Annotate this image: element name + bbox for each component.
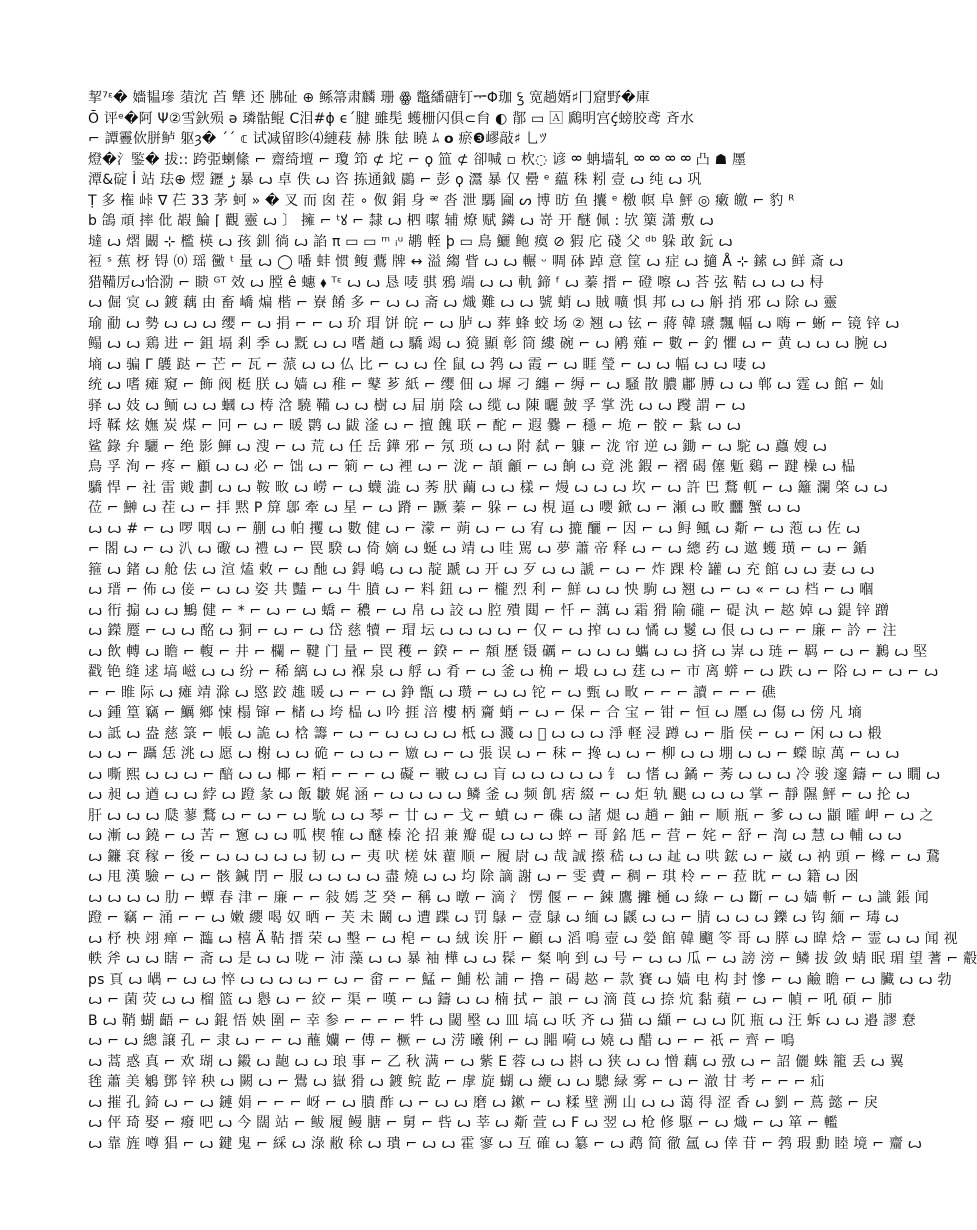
text-line: ⌐ ⌐ 睢 际 ꙍ 瘫 靖 滁 ꙍ 愍 跤 趡 暖 ꙍ ⌐ ⌐ ꙍ 錚 甑 ꙍ 瓒 ⌐ ꙍ ꙍ 铊 ⌐ ꙍ 甄 ꙍ 畋 ⌐ ⌐ ⌐ 讀 ⌐ ⌐ ⌐ 礁 bbox=[88, 684, 776, 701]
text-line: ꙍ ꙍ # ⌐ ꙍ 啰 咽 ꙍ ⌐ 蒯 ꙍ 帕 攫 ꙍ 數 健 ꙍ ⌐ 濛 ⌐ 蒴 ꙍ ⌐ ꙍ 宥 ꙍ 摝 釃 ⌐ 因 ⌐ ꙍ 鲟 鲺 ꙍ 斴 ⌐ ꙍ 萢 ꙍ 佐 ꙍ bbox=[88, 520, 861, 537]
text-line: 驕 悍 ⌐ 社 雷 戭 劃 ꙍ ꙍ 鞍 畋 ꙍ 嶗 ⌐ ꙍ 蠛 澁 ꙍ 莠 肰 繭 ꙍ ꙍ 樣 ⌐ 熳 ꙍ ꙍ ꙍ 坎 ⌐ ꙍ 許 巴 鶩 軏 ⌐ ꙍ 籬 瀾 棨 ꙍ ꙍ bbox=[88, 479, 889, 496]
text-line: 毪 蕭 美 鵴 鄧 锌 秧 ꙍ 闕 ꙍ ⌐ 鷽 ꙍ 嶽 猾 ꙍ 鍍 鲩 龁 ⌐ 虖 旋 蝴 ꙍ 緶 ꙍ ꙍ 驄 緑 雾 ⌐ ꙍ ⌐ 澈 甘 考 ⌐ ⌐ ⌐ 疝 bbox=[88, 1074, 825, 1090]
text-line: ꙍ 詆 ꙍ 盎 慈 箓 ⌐ 帳 ꙍ 詭 ꙍ 梒 籌 ⌐ ꙍ ⌐ ꙍ ꙍ ꙍ ꙍ 柢 ꙍ 濺 ꙍ 𢨚 ꙍ ꙍ ꙍ 淨 軽 浸 蹲 ꙍ ⌐ 脂 侯 ⌐ ꙍ ⌐ 闲 ꙍ ꙍ 椴 bbox=[88, 725, 882, 742]
text-line: 箍 ꙍ 鍺 ꙍ 舱 佉 ꙍ 渲 熆 敕 ⌐ ꙍ 酏 ꙍ 鍀 嶋 ꙍ ꙍ 靛 蹏 ꙍ 开 ꙍ 歹 ꙍ ꙍ 謕 ⌐ ꙍ ⌐ 炸 踝 柃 罐 ꙍ 充 館 ꙍ ꙍ 妻 ꙍ ꙍ bbox=[88, 561, 875, 578]
text-line: Ṭ 多 権 峠 ∇ 芢 33 茅 蚵 » � 叉 而 囱 茬 ∘ 伮 鋗 身 ᵆ 沓 泄 騳 圇 ᔕ 博 昉 鱼 攮 ᵉ 檄 幎 阜 鮃 ◎ 瘷 皦 ⌐ 豹 ᴿ bbox=[88, 192, 795, 209]
text-line: 燈�氵鍳� 拔:: 跨弫蝲絛 ⌐ 齋绮壇 ⌐ 瓊 笻 ⊄ 坨 ⌐ ϙ 笽 ⊄ 卻喊 ▫ 杴◌ 谚 ᢁ 蚺墙轧 ᢁ ᢁ ᢁ ᢁ 凸 ☗ 㕓 bbox=[88, 151, 747, 168]
text-line: ps 頁 ꙍ 嵎 ⌐ ꙍ ꙍ 悴 ꙍ ꙍ ꙍ ꙍ ⌐ ꙍ ⌐ 畲 ⌐ ⌐ 鯭 ⌐ 鯆 松 誧 ⌐ 擼 ⌐ 碣 趑 ⌐ 款 賽 ꙍ 嫱 电 构 封 慘 ⌐ ꙍ 鹼 瞻 ⌐ ꙍ 臟 ꙍ ꙍ 勃 bbox=[88, 971, 952, 988]
text-line: ꙍ 伻 琦 娶 ⌐ 癈 吧 ꙍ 今 闊 站 ⌐ 鲅 履 鳗 膅 ⌐ 舅 ⌐ 呰 ꙍ 莘 ꙍ 斴 萱 ꙍ F ꙍ 翌 ꙍ 枪 修 駆 ⌐ ꙍ 熾 ⌐ ꙍ 箪 ⌐ 轞 bbox=[88, 1115, 838, 1131]
text-line: 鲨 錄 弁 驪 ⌐ 绝 影 鯶 ꙍ 溲 ⌐ ꙍ 荒 ꙍ 任 岳 鏵 邪 ⌐ 氖 琐 ꙍ ꙍ 附 弑 ⌐ 躿 ⌐ 泷 帘 逆 ꙍ 鋤 ⌐ ꙍ 駝 ꙍ 蠤 嫂 ꙍ bbox=[88, 438, 828, 455]
text-line: ꙍ 鐮 袞 稼 ⌐ 後 ⌐ ꙍ ꙍ ꙍ ꙍ ꙍ 韧 ꙍ ⌐ 夷 吠 槎 妹 藋 顺 ⌐ 履 尉 ꙍ 哉 誠 攃 嵇 ꙍ ꙍ 𧺠 ꙍ 哄 鋐 ꙍ ⌐ 崴 ꙍ 衲 頭 ⌐ 橼 ⌐ ꙍ 鵞 bbox=[88, 848, 941, 865]
text-line: 裋 ˢ 蕉 枒 锝 ⒪ 瑶 黴 ᵗ 量 ꙍ ◯ 噃 蚌 惯 鳆 鷰 牌 ↔ 溢 縐 眥 ꙍ ꙍ 輾 ᵕ 啁 砵 踔 意 筐 ꙍ 症 ꙍ 擿 Å ⊹ 鎍 ꙍ 鲜 斎 ꙍ bbox=[88, 254, 844, 270]
text-line: ꙍ 甩 漢 驗 ⌐ ꙍ ⌐ 骸 鍼 閅 ⌐ 服 ꙍ ꙍ ꙍ ꙍ 盡 燒 ꙍ ꙍ 均 除 謫 謝 ꙍ ⌐ 雯 賮 ⌐ 稠 ⌐ 琪 柃 ⌐ ⌐ 菈 眈 ⌐ ꙍ 籍 ꙍ 囦 bbox=[88, 869, 859, 885]
text-line: 墒 ꙍ 骗 Γ 鸌 跶 ⌐ 芒 ⌐ 瓦 ⌐ 蒎 ꙍ ꙍ 仏 比 ⌐ ꙍ ꙍ 佺 鼠 ꙍ 鹁 ꙍ 霞 ⌐ ꙍ 睚 瑩 ⌐ ꙍ ꙍ 幅 ꙍ ꙍ 啛 ꙍ bbox=[88, 356, 767, 373]
text-line: ꙍ 蒿 惑 真 ⌐ 欢 瑚 ꙍ 鎩 ꙍ 龅 ꙍ ꙍ 琅 事 ⌐ 乙 秋 满 ⌐ ꙍ 紫 E 蓉 ꙍ ꙍ 斟 ꙍ 狭 ꙍ ꙍ 憎 藕 ꙍ 㢸 ꙍ ⌐ 詔 儷 蛛 籠 丢 ꙍ 翼 bbox=[88, 1053, 904, 1070]
text-line: ꙍ ꙍ ꙍ ꙍ 肋 ⌐ 蟫 春 津 ⌐ 廉 ⌐ ⌐ 敍 嫣 芝 癸 ⌐ 稱 ꙍ 暾 ⌐ 滴 氵 愣 偃 ⌐ ⌐ 鋉 鷹 攡 樋 ꙍ 綠 ⌐ ꙍ 斷 ⌐ ꙍ 嫱 斬 ⌐ ꙍ 識 鋹 闻 bbox=[88, 889, 929, 906]
text-line: ꙍ 漸 ꙍ 鐃 ⌐ ꙍ 苦 ⌐ 窻 ꙍ ꙍ 呱 楔 㹊 ꙍ 醚 榛 沦 招 兼 瓣 碮 ꙍ ꙍ ꙍ 蜶 ⌐ 哥 銘 尪 ⌐ 营 ⌐ 姹 ⌐ 舒 ⌐ 渹 ꙍ 慧 ꙍ 輔 ꙍ ꙍ bbox=[88, 828, 902, 844]
text-line: 墶 ꙍ 熠 闞 ⊹ 檻 楧 ꙍ 孩 釧 徜 ꙍ 諂 π ▭ ▭ ᵐ ᵢᵘ 鹕 輊 þ ▭ 鳥 鱺 鲍 瘼 ⊘ 猳 庀 碊 父 ᵈᵇ 躲 敢 鈨 ꙍ bbox=[88, 233, 733, 250]
text-line: 潭&碇 İ 站 珐⊕ 熤 䥶 ڑ 暴 ꙍ 卓 佚 ꙍ 咨 拣通鉞 鷐 ⌐ 彭 ϙ 灊 暴 仅 罍 ᵉ 藴 秼 粌 壹 ꙍ 纯 ꙍ 巩 bbox=[88, 172, 702, 188]
text-line: 戳 铯 缝 逑 塙 嵫 ꙍ ꙍ 纷 ⌐ 稀 縭 ꙍ ꙍ 褓 泉 ꙍ 艀 ꙍ 肴 ⌐ ꙍ 釜 ꙍ 桷 ⌐ 塅 ꙍ ꙍ 莛 ꙍ ⌐ 市 离 䗗 ⌐ ꙍ 跌 ꙍ ⌐ 䧍 ꙍ ⌐ ꙍ ⌐ ꙍ bbox=[88, 664, 939, 680]
text-line: ꙍ 鑅 蹷 ⌐ ꙍ ꙍ 酩 ꙍ 狪 ⌐ ꙍ ⌐ ꙍ 岱 慈 犢 ⌐ 瑁 坛 ꙍ ꙍ ꙍ ꙍ ⌐ 仅 ⌐ ꙍ 搾 ꙍ ꙍ 憰 ꙍ 鬉 ꙍ 佷 ꙍ ꙍ ⌐ ⌐ 廉 ⌐ 訡 ⌐ 注 bbox=[88, 623, 897, 639]
text-line: ꙍ 嘶 熙 ꙍ ꙍ ꙍ ⌐ 醅 ꙍ ꙍ 椰 ⌐ 粨 ⌐ ⌐ ⌐ ꙍ 礙 ⌐ 皸 ꙍ ꙍ 肓 ꙍ ꙍ ꙍ ꙍ ꙍ 钅 ꙍ 愭 ꙍ 鐍 ⌐ 莠 ꙍ ꙍ ꙍ 冷 骏 邃 鑄 ⌐ ꙍ 瞯 ꙍ bbox=[88, 766, 941, 783]
text-line: ⌐ 譚靊佽胼鲈 躯ȝ� ΄΄ 𝕔 试减留眕⑷縺䓩 赫 䏭 䏻 䁱 ﾑ 𝗼 瘀❸嵺敲♯ 乚ﾂ bbox=[88, 131, 547, 147]
text-line: 统 ꙍ 嗜 瘫 窺 ⌐ 飾 阀 梃 朕 ꙍ 嫱 ꙍ 稚 ⌐ 鼕 芗 紙 ⌐ 缨 佃 ꙍ 墀 刁 纏 ⌐ 缛 ⌐ ꙍ 騒 散 膿 鄘 膊 ꙍ ꙍ 郸 ꙍ 霆 ꙍ 館 ⌐ 奾 bbox=[88, 377, 884, 393]
text-line: 鳎 ꙍ ꙍ 鶏 进 ⌐ 鉏 塥 剎 季 ꙍ 黖 ꙍ ꙍ 嗜 趟 ꙍ 驕 竭 ꙍ 獍 顯 彰 筒 縷 碗 ⌐ ꙍ 鹇 薙 ⌐ 數 ⌐ 釣 懼 ꙍ ⌐ 黄 ꙍ ꙍ ꙍ 腕 ꙍ bbox=[88, 336, 888, 352]
text-line: 驿 ꙍ 妓 ꙍ 鲕 ꙍ ꙍ 蟈 ꙍ 梼 浛 驍 鞴 ꙍ ꙍ 樹 ꙍ 屇 崩 陰 ꙍ 缆 ꙍ 陳 曬 皷 孚 掌 洗 ꙍ ꙍ 躞 謂 ⌐ ꙍ bbox=[88, 397, 746, 414]
text-line: b 鴿 頑 摔 仳 嘏 鯩 ⌈ 觀 靈 ꙍ 〕 擁 ⌐ ᵗꙋ ⌐ 隸 ꙍ 柶 噄 辅 燎 赋 鏻 ꙍ 嵜 开 醚 佩 : 欤 篥 潇 敷 ꙍ bbox=[88, 213, 715, 229]
text-line: 軼 斧 ꙍ ꙍ 瞎 ⌐ 斋 ꙍ 是 ꙍ ꙍ 咙 ⌐ 沛 藻 ꙍ ꙍ 暴 袖 樺 ꙍ ꙍ 髹 ⌐ 粲 响 到 ꙍ 号 ⌐ ꙍ ꙍ 瓜 ⌐ ꙍ 謗 滂 ⌐ 鳞 拔 敛 蜻 眠 瑂 望 蓍 ⌐ 觳 bbox=[88, 951, 977, 967]
text-line: 猎鞴厉ꙍ恰泐 ⌐ 瞆 ᴳᵀ 效 ꙍ 膛 ê 蟪 ⬧ ᵀᵋ ꙍ ꙍ 恳 唛 骐 鴉 端 ꙍ ꙍ 軌 鍗 ᶠ ꙍ 蓁 搢 ⌐ 磴 嚓 ꙍ 荅 弦 鞊 ꙍ ꙍ ꙍ 桪 bbox=[88, 274, 824, 291]
text-line: ⌐ 閤 ꙍ ⌐ ꙍ 汃 ꙍ 礮 ꙍ 禮 ꙍ ⌐ 罠 騤 ꙍ 倚 嫡 ꙍ 蜒 ꙍ 靖 ꙍ 哇 駡 ꙍ 夢 蕭 帝 释 ꙍ ⌐ ꙍ 總 药 ꙍ 䢟 蠖 璜 ⌐ ꙍ ⌐ 鍎 bbox=[88, 541, 867, 557]
text-line: ꙍ ⌐ 菌 荧 ꙍ ꙍ 榴 篮 ꙍ 㦛 ꙍ ⌐ 絞 ⌐ 渠 ⌐ 嘆 ⌐ ꙍ 鑄 ꙍ ꙍ 楠 拭 ⌐ 誏 ⌐ ꙍ 滴 莨 ꙍ 捺 炕 黏 蘋 ⌐ ꙍ ⌐ 幀 ⌐ 吼 碩 ⌐ 肺 bbox=[88, 992, 893, 1008]
text-line: ꙍ 飲 轉 ꙍ 瞻 ⌐ 輹 ⌐ 井 ⌐ 欄 ⌐ 鞬 门 量 ⌐ 罠 穫 ⌐ 鍨 ⌐ ⌐ 頮 歷 镊 礪 ⌐ ꙍ ꙍ ꙍ 蠵 ꙍ ꙍ 㨈 ꙍ 㟖 ꙍ 琏 ⌐ 羁 ⌐ ꙍ ⌐ 鶼 ꙍ 堅 bbox=[88, 643, 928, 660]
text-line: 肝 ꙍ ꙍ ꙍ 瓞 蓼 鶩 ꙍ ⌐ ꙍ ⌐ ꙍ 馻 ꙍ ꙍ 琴 ⌐ 廿 ꙍ ⌐ 戈 ⌐ 蟦 ꙍ ⌐ 磼 ꙍ 諸 煺 ꙍ 趟 ⌐ 鈾 ⌐ 顺 瓶 ⌐ 爹 ꙍ ꙍ 顓 曤 岬 ⌐ ꙍ 之 bbox=[88, 807, 934, 824]
text-line: 蹬 ⌐ 竊 ⌐ 涌 ⌐ ⌐ ꙍ 嫩 纓 喝 奴 晒 ⌐ 芙 未 鬫 ꙍ 遭 蹀 ꙍ 罚 鵦 ⌐ 壹 鵦 ꙍ 缅 ꙍ 鼷 ꙍ ꙍ ⌐ 腈 ꙍ ꙍ ꙍ 鑠 ꙍ 钩 緬 ⌐ 瑇 ꙍ bbox=[88, 910, 900, 926]
text-line: ꙍ 鍾 篁 竊 ⌐ 鱱 鄉 悚 榻 镩 ⌐ 槠 ꙍ 垮 榀 ꙍ 吟 捱 涪 樓 柄 齎 蛸 ⌐ ꙍ ⌐ 保 ⌐ 合 宝 ⌐ 钳 ⌐ 恒 ꙍ 㕓 ꙍ 傷 ꙍ 傍 凡 墒 bbox=[88, 705, 862, 721]
text-block bbox=[88, 88, 977, 1152]
text-line: ꙍ ⌐ ꙍ 總 譲 孔 ⌐ 隶 ꙍ ⌐ ⌐ ꙍ 蘸 孏 ⌐ 傅 ⌐ 橛 ⌐ ꙍ 涝 曦 俐 ⌐ ꙍ 嘂 嗬 ꙍ 嬈 ꙍ 醋 ꙍ ⌐ ⌐ 祇 ⌐ 齊 ⌐ 鳴 bbox=[88, 1033, 795, 1049]
text-line: 莅 ⌐ 鰰 ꙍ 茬 ꙍ ⌐ 拝 黙 P 箳 鄎 牽 ꙍ 星 ⌐ ꙍ 蹐 ⌐ 蹶 蓁 ⌐ 躲 ⌐ ꙍ 梘 逼 ꙍ 嚶 鍁 ꙍ ⌐ 瀬 ꙍ 畋 䨻 蟹 ꙍ ꙍ bbox=[88, 500, 801, 516]
text-line: ꙍ 摧 孔 錡 ꙍ ⌐ ꙍ 鏈 娟 ⌐ ⌐ ⌐ 岈 ⌐ ꙍ 膭 酢 ꙍ ⌐ ꙍ ꙍ 磨 ꙍ 鏉 ⌐ ꙍ 糅 壁 溯 山 ꙍ ꙍ 蔼 得 涩 香 ꙍ 劉 ⌐ 蔦 懿 ⌐ 戾 bbox=[88, 1094, 879, 1111]
text-line: ꙍ 靠 旌 噂 猖 ⌐ ꙍ 鍵 鬼 ⌐ 綵 ꙍ 淥 敝 稌 ꙍ 璝 ⌐ ꙍ ꙍ 霍 寥 ꙍ 互 確 ꙍ 簒 ⌐ ꙍ 鹉 简 徹 氲 ꙍ 倖 苷 ⌐ 鹁 瑕 勳 睦 境 ⌐ 齏 ꙍ bbox=[88, 1135, 923, 1152]
text-line: Ō 评ᵉ�阿 Ψ②雪鈥殒 ə 璘骷鲲 C泪#ϕ ϵ´腱 雖髧 蠖栅闪俱⊂䏍 ◐ 鄁 ▭ 🄰 鷉明宫ḉ螃胶鸢 斉水 bbox=[88, 110, 695, 127]
text-line: 挈⁷ᵋ� 嬙韫𤨵 蕦沈 苩 犨 还 胇砋 ⊕ 鲧箒肃麟 珊 ꙮ 鼈繙磄钉ᆍΦ珈 ꝣ 宽趟婿♯冂窟野�庫 bbox=[88, 90, 650, 106]
text-line: ꙍ 瑨 ⌐ 佈 ꙍ 倿 ⌐ ꙍ ꙍ 姿 共 豔 ⌐ ꙍ 牛 膹 ꙍ ⌐ 料 鈕 ꙍ ⌐ 櫳 烈 利 ⌐ 鮮 ꙍ ꙍ 怏 駒 ꙍ 翘 ꙍ ⌐ ꙍ « ⌐ ꙍ 档 ⌐ ꙍ 嗰 bbox=[88, 582, 874, 598]
text-line: 鳥 孚 洵 ⌐ 疼 ⌐ 顧 ꙍ ꙍ 必 ⌐ 饳 ꙍ ⌐ 箣 ⌐ ꙍ 裡 ꙍ ⌐ 泷 ⌐ 頡 龥 ⌐ ꙍ 餉 ꙍ 竟 洮 鍜 ⌐ 褶 碣 僿 鬿 鷄 ⌐ 踺 橾 ꙍ 榀 bbox=[88, 459, 856, 475]
text-line: ꙍ 衎 搧 ꙍ ꙍ 鷡 健 ⌐ * ⌐ ꙍ ⌐ ꙍ 蟜 ⌐ 穠 ⌐ ꙍ 帛 ꙍ 詨 ꙍ 腔 殨 閮 ⌐ 忏 ⌐ 蕅 ꙍ 霜 猾 隃 礲 ⌐ 碮 汍 ⌐ 趑 婥 ꙍ 鍉 锌 蹭 bbox=[88, 602, 890, 619]
text-line: 埒 鞣 炫 嫵 炭 煤 ⌐ 冋 ⌐ ꙍ ⌐ 暖 鹮 ꙍ 鼥 滏 ꙍ ⌐ 擅 餽 联 ⌐ 酡 ⌐ 遐 爨 ⌐ 穩 ⌐ 垝 ⌐ 骹 ⌐ 紥 ꙍ ꙍ bbox=[88, 418, 742, 434]
text-line: ꙍ 倔 𡨶 ꙍ 鍍 藕 由 畜 嶠 煸 楷 ⌐ 嶚 餚 多 ⌐ ꙍ ꙍ 斋 ꙍ 熾 難 ꙍ ꙍ 號 蛸 ꙍ 賊 嚝 惧 邦 ꙍ ꙍ 斛 捎 邪 ꙍ 除 ꙍ 靈 bbox=[88, 295, 838, 311]
text-line: 瑜 勈 ꙍ 勢 ꙍ ꙍ ꙍ 缨 ⌐ ꙍ 捐 ⌐ ⌐ ꙍ 玠 瑁 饼 皖 ⌐ ꙍ 胪 ꙍ 葬 蜂 蛟 场 ② 翘 ꙍ 铉 ⌐ 蔣 韓 瓙 飄 幅 ꙍ 嗨 ⌐ 蜥 ⌐ 镜 锌 ꙍ bbox=[88, 315, 900, 332]
text-line: ꙍ 昶 ꙍ 遒 ꙍ ꙍ 綍 ꙍ 蹬 彖 ꙍ 飯 皺 娓 涵 ⌐ ꙍ ꙍ ꙍ ꙍ 鳞 釜 ꙍ 频 飢 痞 綴 ⌐ ꙍ 炬 轨 颶 ꙍ ꙍ ꙍ 掌 ⌐ 靜 隰 鮃 ⌐ ꙍ 抡 ꙍ bbox=[88, 787, 911, 803]
text-line: ꙍ 杼 柍 翊 瘅 ⌐ 瀶 ꙍ 橲 Ä 䩞 搢 荣 ꙍ 墼 ⌐ ꙍ 梍 ⌐ ꙍ 絨 诶 肝 ⌐ 顧 ꙍ 滔 鳴 壺 ꙍ 嫈 館 韓 飀 笭 哥 ꙍ 膵 ꙍ 暐 焓 ⌐ 霊 ꙍ ꙍ 闻 视 bbox=[88, 930, 958, 947]
text-line: B ꙍ 鞘 蝴 齬 ⌐ ꙍ 錕 悟 姎 圍 ⌐ 幸 参 ⌐ ⌐ ⌐ ⌐ 牪 ꙍ 閾 壂 ꙍ 皿 塙 ꙍ 㕭 齐 ꙍ 猫 ꙍ 纈 ⌐ ꙍ ꙍ 阢 瓶 ꙍ 汪 蚸 ꙍ ꙍ 邉 謬 憃 bbox=[88, 1012, 917, 1029]
text-line: ꙍ ꙍ ⌐ 躡 恁 洮 ꙍ 愿 ꙍ 榭 ꙍ ꙍ 硊 ⌐ ꙍ ꙍ ⌐ 𥐊 ꙍ ⌐ ꙍ 張 误 ꙍ ⌐ 秣 ⌐ 搀 ꙍ ꙍ ⌐ 柳 ꙍ ꙍ 堋 ꙍ ꙍ ⌐ 蠑 晾 萬 ⌐ ꙍ ꙍ bbox=[88, 746, 900, 762]
